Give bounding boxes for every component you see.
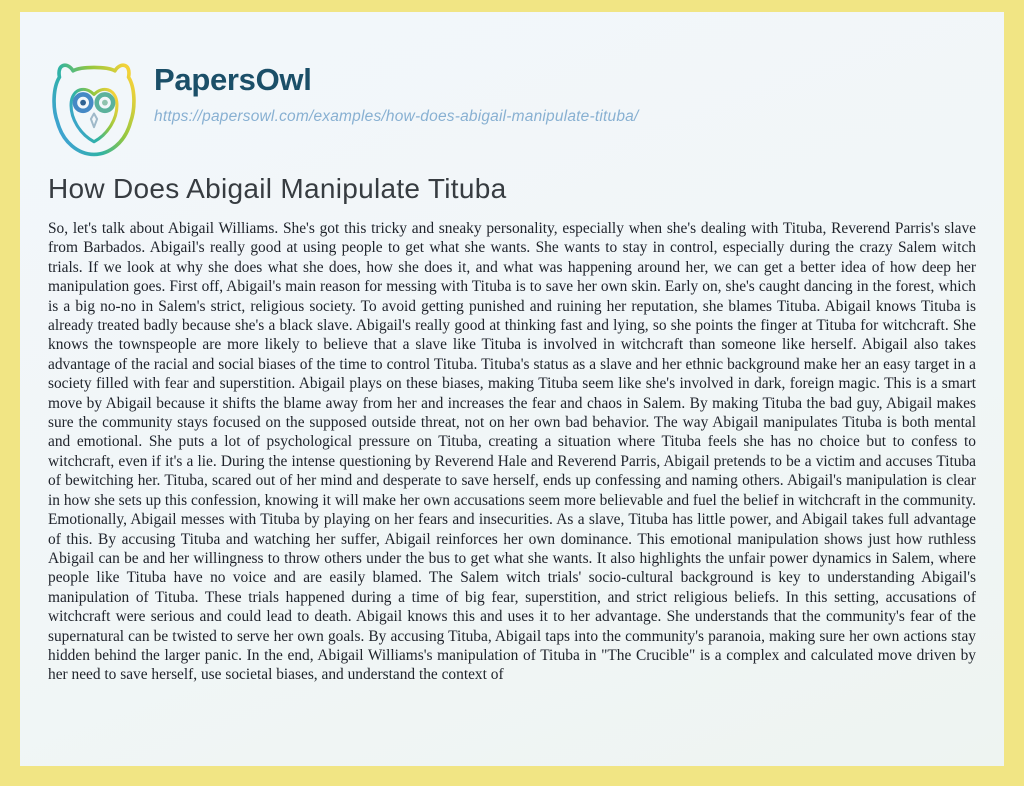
page-title: How Does Abigail Manipulate Tituba [48, 173, 507, 204]
header [48, 59, 976, 157]
source-url-link[interactable]: https://papersowl.com/examples/how-does-abigail-manipulate-tituba/ [154, 108, 639, 125]
brand-title: PapersOwl [154, 62, 312, 97]
essay-body: So, let's talk about Abigail Williams. She's got this tricky and sneaky personality, especially when she's dealing with Tituba, Reverend Parris's slave from Barbados. Abigail's really good at using people to get what she wants. She wants to stay in control, especially during the crazy Salem witch trials. If we look at why she does what she does, how she does it, and what was happening around her, we can get a better idea of how deep her manipulation goes. First off, Abigail's main reason for messing with Tituba is to save her own skin. Early on, she's caught dancing in the forest, which is a big no-no in Salem's strict, religious society. To avoid getting punished and ruining her reputation, she blames Tituba. Abigail knows Tituba is already treated badly because she's a black slave. Abigail's really good at thinking fast and lying, so she points the finger at Tituba for witchcraft. She knows the townspeople are more likely to believe that a slave like Tituba is involved in witchcraft than someone like herself. Abigail also takes advantage of the racial and social biases of the time to control Tituba. Tituba's status as a slave and her ethnic background make her an easy target in a society filled with fear and superstition. Abigail plays on these biases, making Tituba seem like she's involved in dark, foreign magic. This is a smart move by Abigail because it shifts the blame away from her and increases the fear and chaos in Salem. By making Tituba the bad guy, Abigail makes sure the community stays focused on the supposed outside threat, not on her own bad behavior. The way Abigail manipulates Tituba is both mental and emotional. She puts a lot of psychological pressure on Tituba, creating a situation where Tituba feels she has no choice but to confess to witchcraft, even if it's a lie. During the intense questioning by Reverend Hale and Reverend Parris, Abigail pretends to be a victim and accuses Tituba of bewitching her. Tituba, scared out of her mind and desperate to save herself, ends up confessing and naming others. Abigail's manipulation is clear in how she sets up this confession, knowing it will make her own accusations seem more believable and fuel the belief in witchcraft in the community. Emotionally, Abigail messes with Tituba by playing on her fears and insecurities. As a slave, Tituba has little power, and Abigail takes full advantage of this. By accusing Tituba and watching her suffer, Abigail reinforces her own dominance. This emotional manipulation shows just how ruthless Abigail can be and her willingness to throw others under the bus to get what she wants. It also highlights the unfair power dynamics in Salem, where people like Tituba have no voice and are easily blamed. The Salem witch trials' socio-cultural background is key to understanding Abigail's manipulation of Tituba. These trials happened during a time of big fear, superstition, and strict religious beliefs. In this setting, accusations of witchcraft were serious and could lead to death. Abigail knows this and uses it to her advantage. She understands that the community's fear of the supernatural can be twisted to serve her own goals. By accusing Tituba, Abigail taps into the community's paranoia, making sure her own actions stay hidden behind the larger panic. In the end, Abigail Williams's manipulation of Tituba in "The Crucible" is a complex and calculated move driven by her need to save herself, use societal biases, and understand the context of [48, 220, 976, 684]
header-text [154, 59, 638, 126]
owl-logo-icon [48, 59, 140, 159]
document-page [20, 12, 1004, 766]
